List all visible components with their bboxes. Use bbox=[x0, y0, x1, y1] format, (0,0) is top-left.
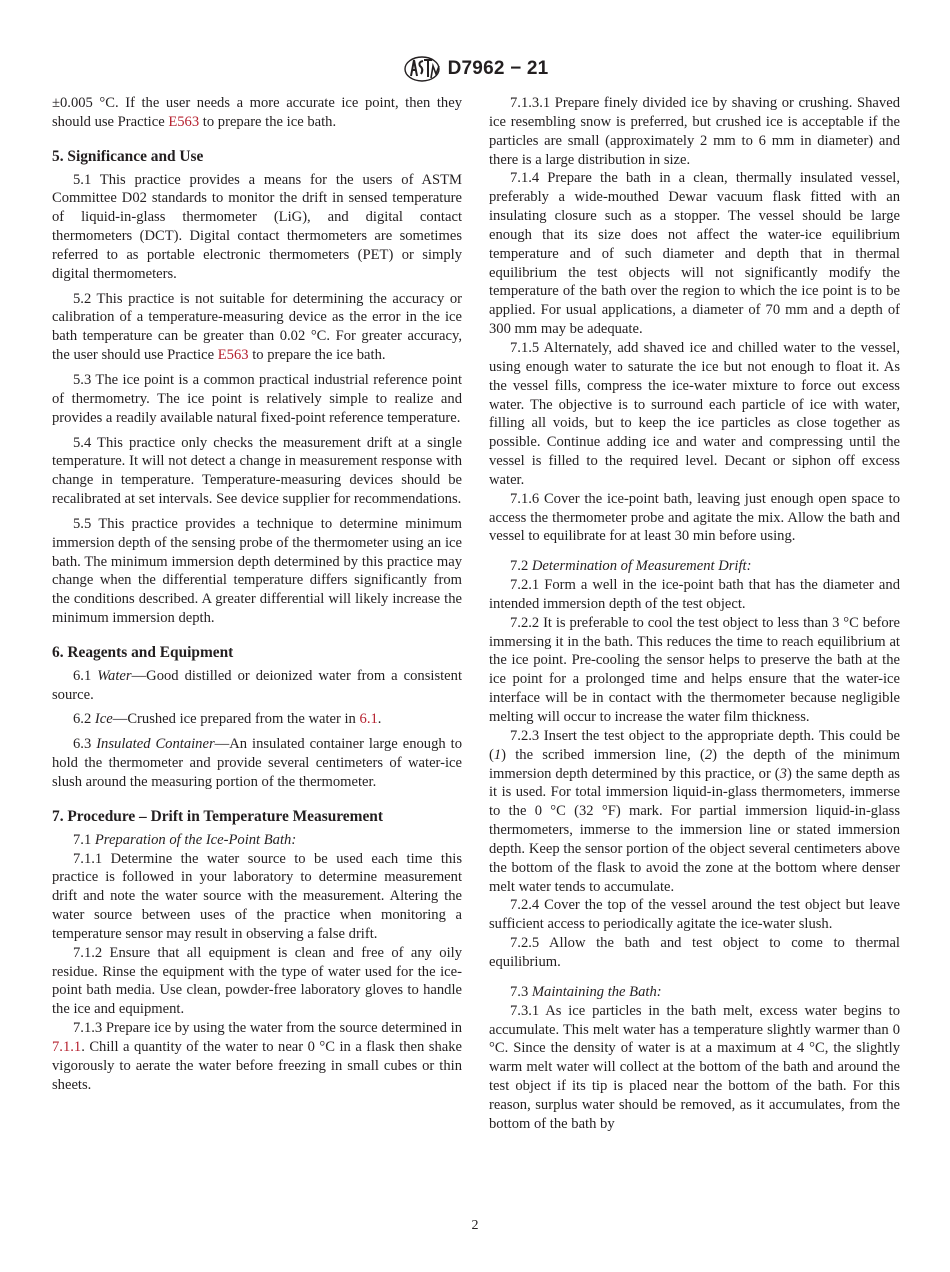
paragraph-5-2-text-end: to prepare the ice bath. bbox=[248, 347, 386, 364]
paragraph-7-2-1: 7.2.1 Form a well in the ice-point bath that has the diameter and intended immersion depth of the test object. bbox=[489, 577, 900, 612]
paragraph-7-1-3-text: 7.1.3 Prepare ice by using the water from the source determined in bbox=[73, 1020, 462, 1037]
paragraph-number: 6.3 bbox=[73, 736, 97, 753]
text: ) the depth of the minimum immersion depth determined by this practice, or ( bbox=[489, 746, 900, 782]
paragraph-7-2-5: 7.2.5 Allow the bath and test object to come to thermal equilibrium. bbox=[489, 935, 900, 970]
page-number: 2 bbox=[471, 1218, 479, 1233]
paragraph-7-1-5: 7.1.5 Alternately, add shaved ice and chilled water to the vessel, using enough water to saturate the ice but not enough to float it. As the vessel fills, compress the ice-water mixture to force out excess water. The objective is to surround each particle of ice with water, filling all voids, but to keep the ice particles as close together as possible. Continue adding ice and water and compressing until the vessel is filled to the required level. Decant or siphon off excess water. bbox=[489, 339, 900, 488]
section-5-heading: 5. Significance and Use bbox=[52, 147, 204, 165]
e563-link[interactable]: E563 bbox=[168, 113, 200, 130]
section-7-1-1-link[interactable]: 7.1.1 bbox=[52, 1038, 82, 1055]
text: 7.2.3 Insert the test object to the appropriate depth. This could be ( bbox=[489, 727, 900, 763]
intro-text: ±0.005 °C. If the user needs a more accurate ice point, then they should use Practice bbox=[52, 95, 462, 130]
paragraph-7-2-2: 7.2.2 It is preferable to cool the test object to less than 3 °C before immersing it in the bath. This reduces the time to reach equilibrium at the ice point. Pre-cooling the sensor helps to preserve the bath at the ice point for a prolonged time and helps ensure that the water-ice interface will be in contact with the thermometer because negligible melting will occur to increase the water film thickness. bbox=[489, 614, 900, 725]
paragraph-number: 7.3 bbox=[510, 983, 532, 1000]
intro-paragraph bbox=[52, 94, 462, 132]
paragraph-number: 7.2 bbox=[510, 558, 532, 575]
subsection-title: Maintaining the Bath: bbox=[531, 983, 662, 1000]
paragraph-5-1: 5.1 This practice provides a means for the users of ASTM Committee D02 standards to monitor the drift in sensed temperature of liquid-in-glass thermometer (LiG), and digital contact thermometers (DCT). Digital contact thermometers are sometimes referred to as portable electronic thermometers (PET) or simply digital thermometers. bbox=[52, 171, 462, 282]
paragraph-number: 7.1 bbox=[73, 831, 95, 848]
paragraph-7-2-3 bbox=[489, 727, 900, 897]
section-6-heading: 6. Reagents and Equipment bbox=[52, 643, 234, 661]
subsection-title: Determination of Measurement Drift: bbox=[531, 558, 752, 575]
paragraph-6-2-end: . bbox=[377, 711, 382, 728]
page-header bbox=[0, 52, 950, 86]
subsection-title: Preparation of the Ice-Point Bath: bbox=[94, 831, 297, 848]
section-6-1-link[interactable]: 6.1 bbox=[359, 711, 378, 728]
paragraph-7-2-4: 7.2.4 Cover the top of the vessel around the test object but leave sufficient access to periodically agitate the ice-water slush. bbox=[489, 897, 900, 933]
left-column bbox=[52, 94, 462, 1095]
paragraph-7-1 bbox=[52, 831, 462, 850]
paragraph-number: 6.2 bbox=[73, 711, 95, 728]
paragraph-7-1-3 bbox=[52, 1019, 462, 1094]
paragraph-5-5: 5.5 This practice provides a technique to determine minimum immersion depth of the sensing probe of the thermometer using an ice bath. The minimum immersion depth determined by this practice may change when the differential temperature differs significantly from the conditions described. A greater differential will likely increase the minimum immersion depth. bbox=[52, 515, 462, 627]
right-column bbox=[489, 94, 900, 1134]
paragraph-5-3: 5.3 The ice point is a common practical industrial reference point of thermometry. The ice point is relatively simple to realize and provides a readily available natural fixed-point reference temperature. bbox=[52, 371, 462, 426]
text: ) the same depth as it is used. For total immersion liquid-in-glass thermometers, immerse to the 0 °C (32 °F) mark. For partial immersion liquid-in-glass thermometers, immerse to the immersion line or stated immersion depth. Keep the sensor portion of the object several centimeters above the bottom of the flask to avoid the zone at the bottom where denser melt water tends to accumulate. bbox=[489, 765, 900, 895]
paragraph-7-1-2: 7.1.2 Ensure that all equipment is clean and free of any oily residue. Rinse the equipment with the type of water used for the ice-point bath media. Use clean, powder-free laboratory gloves to handle the ice and equipment. bbox=[52, 944, 462, 1018]
paragraph-6-2-text: —Crushed ice prepared from the water in bbox=[112, 711, 360, 728]
paragraph-7-1-1: 7.1.1 Determine the water source to be used each time this practice is followed in your laboratory to determine measurement drift and note the water source with the measurement. Altering the water source between uses of the practice when monitoring a temperature sensor may result in observing a false drift. bbox=[52, 850, 462, 942]
paragraph-5-2 bbox=[52, 290, 462, 365]
text: ) the scribed immersion line, ( bbox=[501, 746, 705, 763]
section-7-heading: 7. Procedure – Drift in Temperature Measurement bbox=[52, 807, 383, 825]
paragraph-5-4: 5.4 This practice only checks the measurement drift at a single temperature. It will not detect a change in measurement response with change in temperature. Temperature-measuring devices should be recalibrated at set intervals. See device supplier for recommendations. bbox=[52, 434, 462, 508]
paragraph-6-3-text: —An insulated container large enough to hold the thermometer and provide several centimeters of water-ice slush around the measuring portion of the thermometer. bbox=[52, 736, 462, 790]
astm-logo-icon bbox=[402, 54, 442, 84]
document-id: D7962 − 21 bbox=[447, 58, 549, 79]
paragraph-7-1-3-end: . Chill a quantity of the water to near 0 °C in a flask then shake vigorously to aerate the water before freezing in small cubes or thin sheets. bbox=[52, 1038, 462, 1093]
list-number: 3 bbox=[779, 765, 787, 782]
paragraph-7-1-4: 7.1.4 Prepare the bath in a clean, thermally insulated vessel, preferably a wide-mouthed Dewar vacuum flask fitted with an insulating closure such as a stopper. The vessel should be large enough that its size does not affect the water-ice equilibrium temperature and of such diameter and depth that in thermal equilibrium the test objects will not significantly modify the temperature of the bath over the region to which the ice point is to be applied. For usual applications, a diameter of 70 mm and a depth of 300 mm may be adequate. bbox=[489, 170, 900, 338]
intro-text-end: to prepare the ice bath. bbox=[199, 113, 337, 130]
paragraph-6-1-text: —Good distilled or deionized water from a consistent source. bbox=[52, 667, 463, 703]
paragraph-number: 6.1 bbox=[73, 667, 98, 684]
paragraph-7-1-3-1: 7.1.3.1 Prepare finely divided ice by shaving or crushing. Shaved ice resembling snow is preferred, but crushed ice is acceptable if the particles are small (approximately 2 mm to 6 mm in diameter) and there is a large distribution in size. bbox=[489, 95, 900, 168]
paragraph-7-2 bbox=[489, 557, 900, 576]
list-number: 2 bbox=[704, 746, 713, 763]
e563-link[interactable]: E563 bbox=[217, 347, 249, 364]
paragraph-5-2-text: 5.2 This practice is not suitable for determining the accuracy or calibration of a temperature-measuring device as the error in the ice bath temperature can be greater than 0.02 °C. For greater accuracy, the user should use Practice bbox=[52, 290, 462, 364]
paragraph-6-1 bbox=[52, 667, 462, 705]
paragraph-6-2 bbox=[52, 710, 462, 729]
term-ice: Ice bbox=[94, 711, 113, 728]
term-water: Water bbox=[97, 667, 132, 684]
paragraph-6-3 bbox=[52, 735, 462, 792]
term-insulated-container: Insulated Container bbox=[96, 736, 215, 753]
paragraph-7-1-6: 7.1.6 Cover the ice-point bath, leaving just enough open space to access the thermometer probe and agitate the mix. Allow the bath and vessel to equilibrate for at least 30 min before using. bbox=[489, 490, 900, 545]
paragraph-7-3 bbox=[489, 983, 900, 1002]
paragraph-7-3-1: 7.3.1 As ice particles in the bath melt, excess water begins to accumulate. This melt water has a temperature slightly warmer than 0 °C. Since the density of water is at a maximum at 4 °C, the slightly warm melt water will collect at the bottom of the bath and around the test object if its tip is placed near the bottom of the bath. For this reason, surplus water should be removed, as it accumulates, from the bottom of the bath by bbox=[489, 1002, 900, 1132]
list-number: 1 bbox=[493, 746, 502, 763]
